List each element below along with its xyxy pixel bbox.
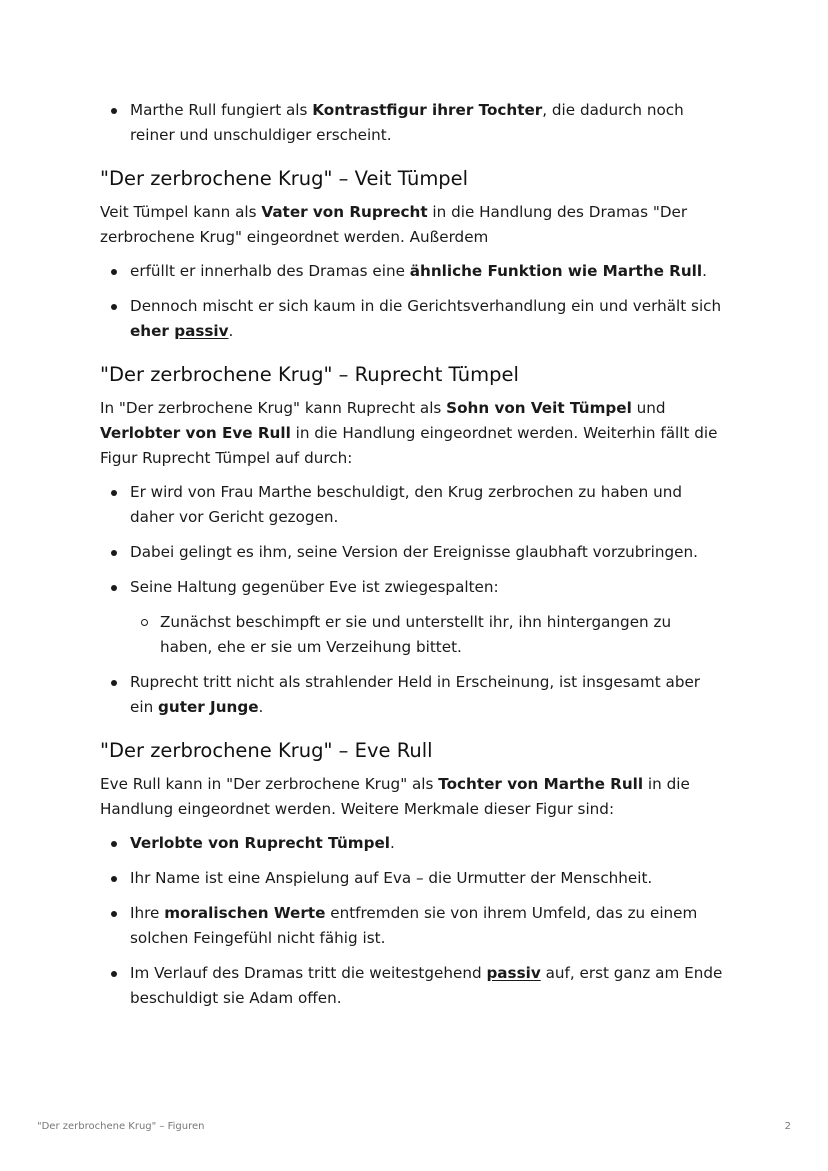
list-item: Seine Haltung gegenüber Eve ist zwiegespalten: Zunächst beschimpft er sie und unterstellt ihr, ihn hintergangen zu haben, ehe er sie um Verzeihung bittet. (100, 575, 726, 660)
list-item: Dabei gelingt es ihm, seine Version der Ereignisse glaubhaft vorzubringen. (100, 540, 726, 565)
section-heading-veit: "Der zerbrochene Krug" – Veit Tümpel (100, 167, 469, 190)
bullet-icon (111, 680, 117, 686)
paragraph: In "Der zerbrochene Krug" kann Ruprecht als Sohn von Veit Tümpel und Verlobter von Eve Rull in die Handlung eingeordnet werden. Weiterhin fällt die Figur Ruprecht Tümpel auf durch: (100, 399, 718, 467)
list-item: Verlobte von Ruprecht Tümpel. (100, 831, 726, 856)
paragraph: Eve Rull kann in "Der zerbrochene Krug" als Tochter von Marthe Rull in die Handlung eingeordnet werden. Weitere Merkmale dieser Figur sind: (100, 775, 690, 818)
paragraph: Veit Tümpel kann als Vater von Ruprecht in die Handlung des Dramas "Der zerbrochene Krug" eingeordnet werden. Außerdem (100, 203, 688, 246)
bullet-icon (111, 490, 117, 496)
footer-title: "Der zerbrochene Krug" – Figuren (37, 1121, 205, 1132)
list-item: Er wird von Frau Marthe beschuldigt, den Krug zerbrochen zu haben und daher vor Gericht gezogen. (100, 480, 726, 530)
section-heading-eve: "Der zerbrochene Krug" – Eve Rull (100, 739, 433, 762)
bullet-icon (111, 971, 117, 977)
bullet-icon (111, 911, 117, 917)
sub-list-item: Zunächst beschimpft er sie und unterstellt ihr, ihn hintergangen zu haben, ehe er sie um Verzeihung bittet. (130, 610, 726, 660)
list-item: Marthe Rull fungiert als Kontrastfigur ihrer Tochter, die dadurch noch reiner und unschuldiger erscheint. (100, 98, 726, 148)
eve-list (100, 831, 726, 1011)
intro-list (100, 98, 726, 148)
bullet-icon (111, 108, 117, 114)
list-item: Im Verlauf des Dramas tritt die weitestgehend passiv auf, erst ganz am Ende beschuldigt sie Adam offen. (100, 961, 726, 1011)
list-item: Ruprecht tritt nicht als strahlender Held in Erscheinung, ist insgesamt aber ein guter Junge. (100, 670, 726, 720)
section-heading-ruprecht: "Der zerbrochene Krug" – Ruprecht Tümpel (100, 363, 519, 386)
page-footer (37, 1121, 791, 1132)
list-item: erfüllt er innerhalb des Dramas eine ähnliche Funktion wie Marthe Rull. (100, 259, 726, 284)
sub-list (130, 610, 726, 660)
document-body (100, 98, 726, 1021)
ruprecht-list (100, 480, 726, 720)
page-number: 2 (784, 1121, 791, 1132)
bullet-icon (111, 550, 117, 556)
bullet-icon (111, 876, 117, 882)
list-item: Ihr Name ist eine Anspielung auf Eva – die Urmutter der Menschheit. (100, 866, 726, 891)
bullet-icon (111, 269, 117, 275)
bullet-icon (111, 585, 117, 591)
veit-list (100, 259, 726, 344)
hollow-bullet-icon (141, 619, 148, 626)
list-item: Ihre moralischen Werte entfremden sie von ihrem Umfeld, das zu einem solchen Feingefühl nicht fähig ist. (100, 901, 726, 951)
bullet-icon (111, 304, 117, 310)
bullet-icon (111, 841, 117, 847)
list-item: Dennoch mischt er sich kaum in die Gerichtsverhandlung ein und verhält sich eher passiv. (100, 294, 726, 344)
